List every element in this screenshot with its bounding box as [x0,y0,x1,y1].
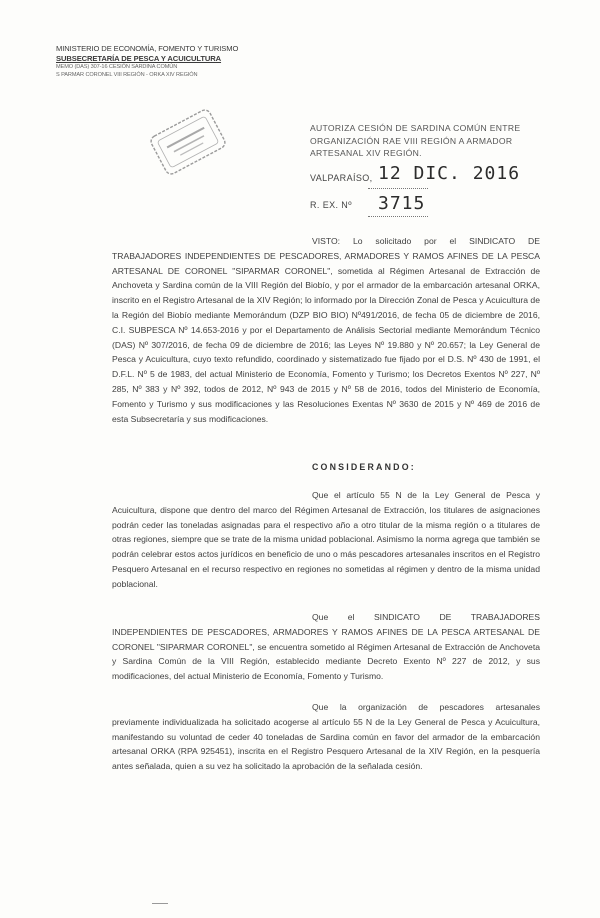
official-stamp [145,103,230,180]
date-underline [368,188,428,189]
subsecretary-name: SUBSECRETARÍA DE PESCA Y ACUICULTURA [56,54,222,63]
considerando-heading: CONSIDERANDO: [312,462,416,472]
stamp-seal-icon [145,103,230,180]
letterhead [56,44,286,79]
considerando-paragraph-3: Que la organización de pescadores artesanales previamente individualizada ha solicitado acogerse al artículo 55 N de la Ley General de Pesca y Acuicultura, manifestando su voluntad de ceder 40 toneladas de Sardina común en favor del armador de la embarcación artesanal ORKA (RPA 925451), inscrita en el Registro Pesquero Artesanal de la XIV Región, en la pesquería antes señalada, quien a su vez ha solicitado la aprobación de la señalada cesión. [112,702,540,772]
memo-subject: S PARMAR CORONEL VIII REGIÓN - ORKA XIV REGIÓN [56,71,198,78]
exempt-resolution-label: R. EX. Nº [310,200,352,210]
resolution-date: 12 DIC. 2016 [378,163,521,184]
considerando-paragraph-1: Que el artículo 55 N de la Ley General de Pesca y Acuicultura, dispone que dentro del marco del Régimen Artesanal de Extracción, los titulares de asignaciones podrán ceder las toneladas asignadas para el respectivo año a otro titular de la misma región o a titulares de otras regiones, siempre que se trate de la misma unidad poblacional. Asimismo la norma agrega que también se podrán celebrar estos actos jurídicos en beneficio de uno o más pescadores artesanales inscritos en el Registro Pesquero Artesanal en el recurso respectivo en regiones no sometidas al régimen y dentro de la misma unidad poblacional. [112,490,541,589]
exempt-resolution-number: 3715 [378,193,426,214]
memo-reference: MEMO (DAS) 307-16 CESIÓN SARDINA COMÚN [56,64,178,70]
number-underline [368,216,428,217]
considerando-paragraph-2: Que el SINDICATO DE TRABAJADORES INDEPENDIENTES DE PESCADORES, ARMADORES Y RAMOS AFINES DE LA PESCA ARTESANAL DE CORONEL "SIPARMAR CORONEL", se encuentra sometido al Régimen Artesanal de Extracción de Anchoveta y Sardina Común de la VIII Región, establecido mediante Decreto Exento Nº 227 de 2012, y sus modificaciones, del actual Ministerio de Economía, Fomento y Turismo. [112,612,540,682]
ministry-name: MINISTERIO DE ECONOMÍA, FOMENTO Y TURISMO [56,44,239,53]
visto-paragraph: VISTO: Lo solicitado por el SINDICATO DE TRABAJADORES INDEPENDIENTES DE PESCADORES, ARMADORES Y RAMOS AFINES DE LA PESCA ARTESANAL DE CORONEL "SIPARMAR CORONEL", sometida al Régimen Artesanal de Extracción de Anchoveta y Sardina común de la VIII Región del Biobío, y por el armador de la embarcación artesanal ORKA, inscrito en el Registro Artesanal de la XIV Región; lo informado por la Dirección Zonal de Pesca y Acuicultura de la Región del Biobío mediante Memorándum (DZP BIO BIO) Nº491/2016, de fecha 05 de diciembre de 2016, C.I. SUBPESCA Nº 14.653-2016 y por el Departamento de Análisis Sectorial mediante Memorándum Técnico (DAS) Nº 307/2016, de fecha 09 de diciembre de 2016; las Leyes Nº 19.880 y Nº 20.657; la Ley General de Pesca y Acuicultura, cuyo texto refundido, coordinado y sistematizado fue fijado por el D.S. Nº 430 de 1991, el D.F.L. Nº 5 de 1983, del actual Ministerio de Economía, Fomento y Turismo; los Decretos Exentos Nº 227, Nº 285, Nº 383 y Nº 392, todos de 2012, Nº 943 de 2015 y Nº 58 de 2016, todos del Ministerio de Economía, Fomento y Turismo y sus modificaciones y las Resoluciones Exentas Nº 3630 de 2015 y Nº 469 de 2016 de esta Subsecretaría y sus modificaciones. [112,236,540,424]
footer-mark [152,903,168,904]
resolution-title: AUTORIZA CESIÓN DE SARDINA COMÚN ENTRE ORGANIZACIÓN RAE VIII REGIÓN A ARMADOR ARTESANAL XIV REGIÓN. [310,123,521,158]
place-label: VALPARAÍSO, [310,173,373,183]
